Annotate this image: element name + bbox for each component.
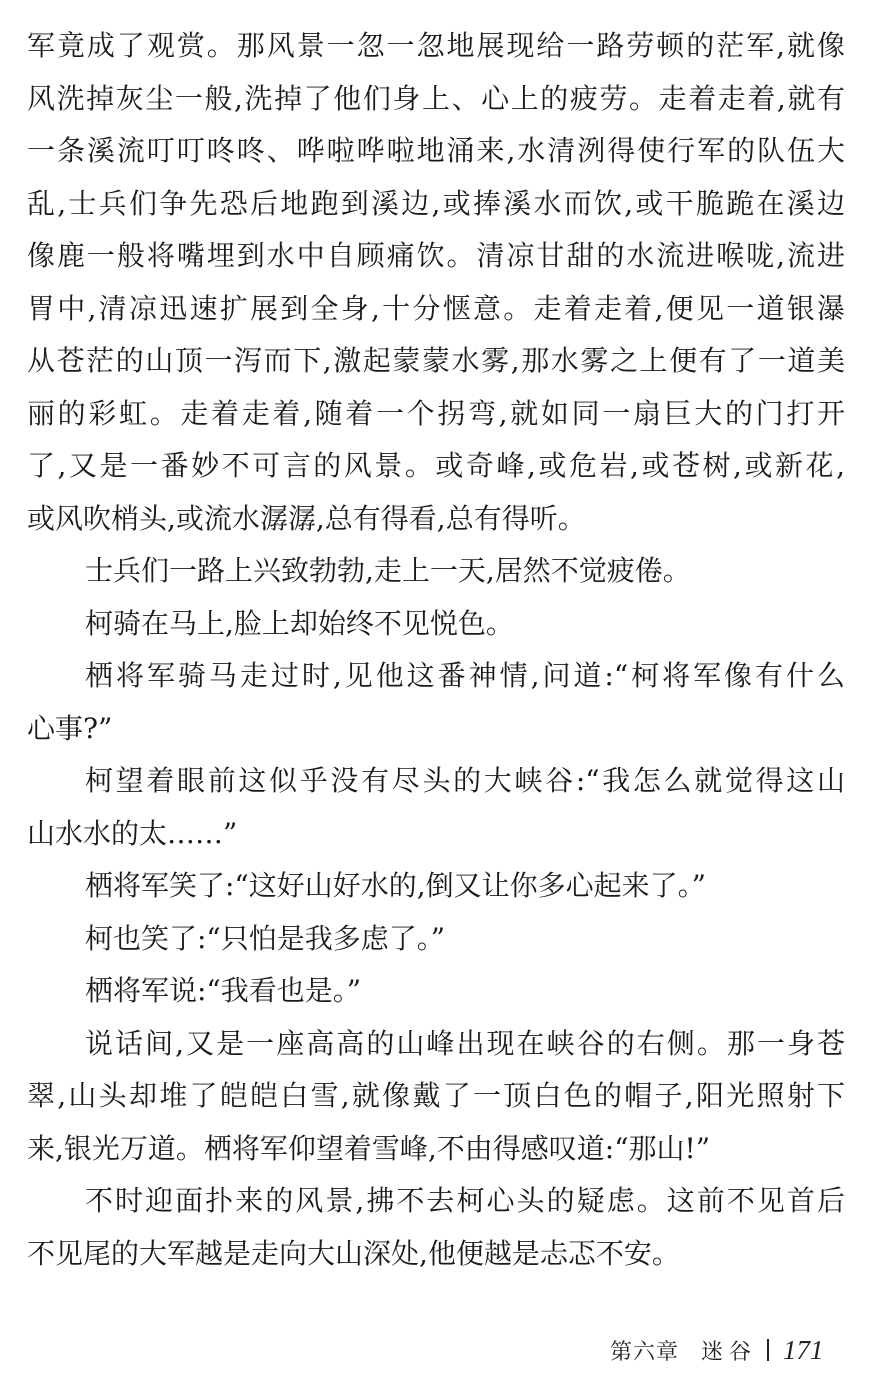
text-line: 乱,士兵们争先恐后地跑到溪边,或捧溪水而饮,或干脆跪在溪边 <box>27 186 845 220</box>
text-line: 栖将军笑了:“这好山好水的,倒又让你多心起来了。” <box>85 869 706 902</box>
text-line: 心事?” <box>27 711 113 745</box>
page-footer <box>610 1330 850 1370</box>
text-line: 一条溪流叮叮咚咚、哗啦哗啦地涌来,水清洌得使行军的队伍大 <box>27 134 845 167</box>
text-line: 说话间,又是一座高高的山峰出现在峡谷的右侧。那一身苍 <box>85 1026 845 1060</box>
text-line: 不见尾的大军越是走向大山深处,他便越是忐忑不安。 <box>27 1236 680 1270</box>
text-line: 或风吹梢头,或流水潺潺,总有得看,总有得听。 <box>27 501 586 535</box>
text-line: 胃中,清凉迅速扩展到全身,十分惬意。走着走着,便见一道银瀑 <box>27 291 845 325</box>
text-line: 风洗掉灰尘一般,洗掉了他们身上、心上的疲劳。走着走着,就有 <box>27 81 845 115</box>
text-line: 栖将军骑马走过时,见他这番神情,问道:“柯将军像有什么 <box>85 659 845 692</box>
chapter-label: 第六章 <box>610 1339 680 1365</box>
text-line: 山水水的太……” <box>27 816 238 850</box>
text-line: 栖将军说:“我看也是。” <box>85 974 362 1007</box>
text-line: 像鹿一般将嘴埋到水中自顾痛饮。清凉甘甜的水流进喉咙,流进 <box>27 239 845 272</box>
text-line: 不时迎面扑来的风景,拂不去柯心头的疑虑。这前不见首后 <box>85 1184 845 1217</box>
text-line: 柯骑在马上,脸上却始终不见悦色。 <box>85 606 514 640</box>
footer-divider <box>767 1339 769 1361</box>
text-line: 士兵们一路上兴致勃勃,走上一天,居然不觉疲倦。 <box>85 554 691 587</box>
body-text <box>27 20 845 1280</box>
text-line: 了,又是一番妙不可言的风景。或奇峰,或危岩,或苍树,或新花, <box>27 449 845 482</box>
text-line: 军竟成了观赏。那风景一忽一忽地展现给一路劳顿的茫军,就像 <box>27 29 845 62</box>
text-line: 丽的彩虹。走着走着,随着一个拐弯,就如同一扇巨大的门打开 <box>27 396 845 430</box>
text-line: 柯望着眼前这似乎没有尽头的大峡谷:“我怎么就觉得这山 <box>85 764 845 797</box>
text-line: 来,银光万道。栖将军仰望着雪峰,不由得感叹道:“那山!” <box>27 1131 711 1165</box>
text-line: 翠,山头却堆了皑皑白雪,就像戴了一顶白色的帽子,阳光照射下 <box>27 1079 845 1112</box>
section-title: 迷谷 <box>701 1339 758 1365</box>
text-line: 从苍茫的山顶一泻而下,激起蒙蒙水雾,那水雾之上便有了一道美 <box>27 344 845 377</box>
page-number: 171 <box>783 1334 824 1365</box>
text-line: 柯也笑了:“只怕是我多虑了。” <box>85 921 446 955</box>
